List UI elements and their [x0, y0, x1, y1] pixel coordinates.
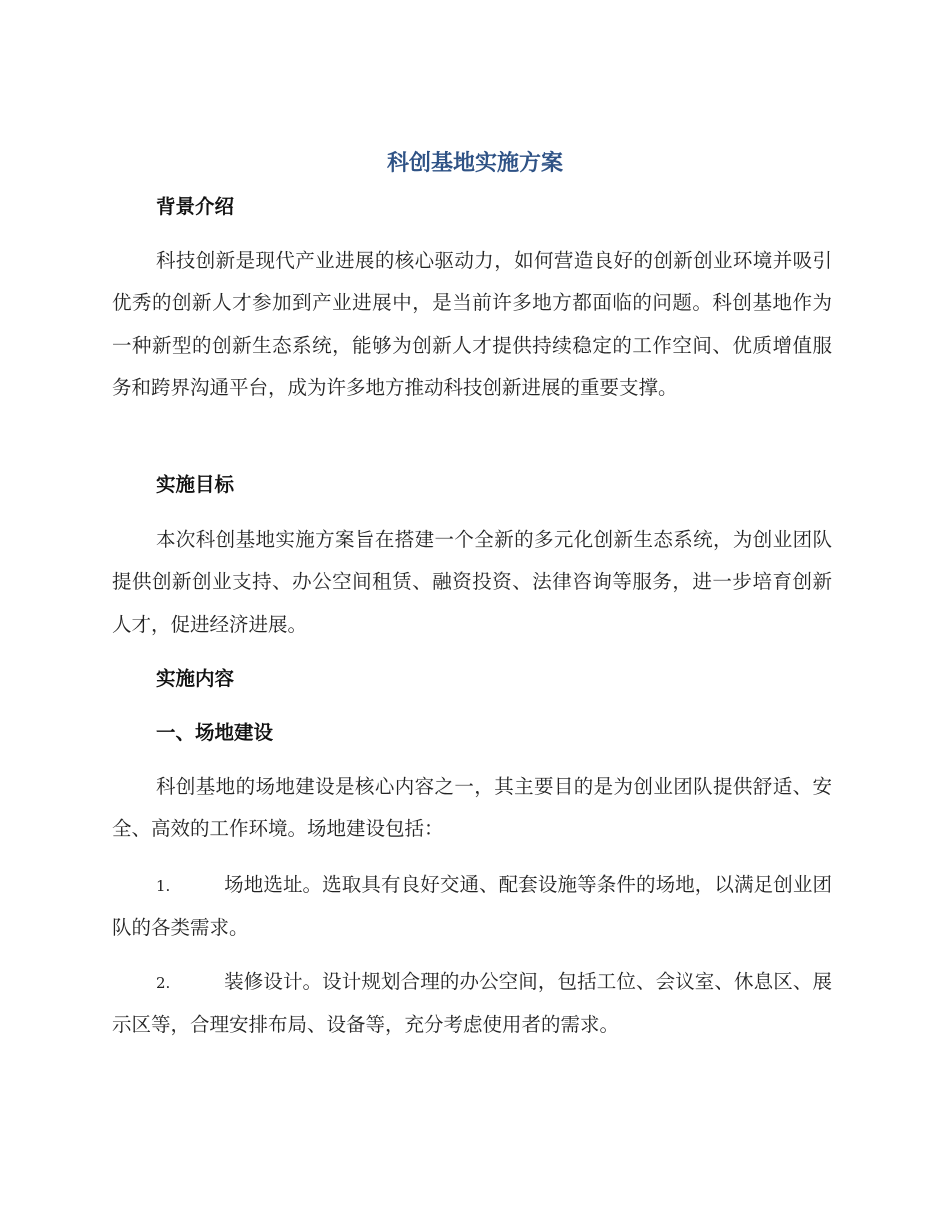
- paragraph-background: 科技创新是现代产业进展的核心驱动力，如何营造良好的创新创业环境并吸引优秀的创新人才参加到产业进展中，是当前许多地方都面临的问题。科创基地作为一种新型的创新生态系统，能够为创新人才提供持续稳定的工作空间、优质增值服务和跨界沟通平台，成为许多地方推动科技创新进展的重要支撑。: [112, 249, 832, 400]
- list-item-decoration-design: [112, 961, 832, 1047]
- heading-content: 实施内容: [156, 667, 235, 690]
- document-title: 科创基地实施方案: [386, 151, 563, 176]
- list-number: 1.: [156, 877, 171, 895]
- heading-site: 一、场地建设: [156, 721, 274, 744]
- heading-background: 背景介绍: [156, 195, 235, 218]
- list-number: 2.: [156, 974, 171, 992]
- list-item-text: 场地选址。选取具有良好交通、配套设施等条件的场地，以满足创业团队的各类需求。: [112, 873, 832, 940]
- list-item-text: 装修设计。设计规划合理的办公空间，包括工位、会议室、休息区、展示区等，合理安排布局、设备等，充分考虑使用者的需求。: [112, 970, 832, 1037]
- heading-goals: 实施目标: [156, 473, 235, 496]
- paragraph-goals: 本次科创基地实施方案旨在搭建一个全新的多元化创新生态系统，为创业团队提供创新创业支持、办公空间租赁、融资投资、法律咨询等服务，进一步培育创新人才，促进经济进展。: [112, 528, 832, 636]
- list-item-site-selection: [112, 864, 832, 950]
- paragraph-site: 科创基地的场地建设是核心内容之一，其主要目的是为创业团队提供舒适、安全、高效的工作环境。场地建设包括：: [112, 775, 832, 841]
